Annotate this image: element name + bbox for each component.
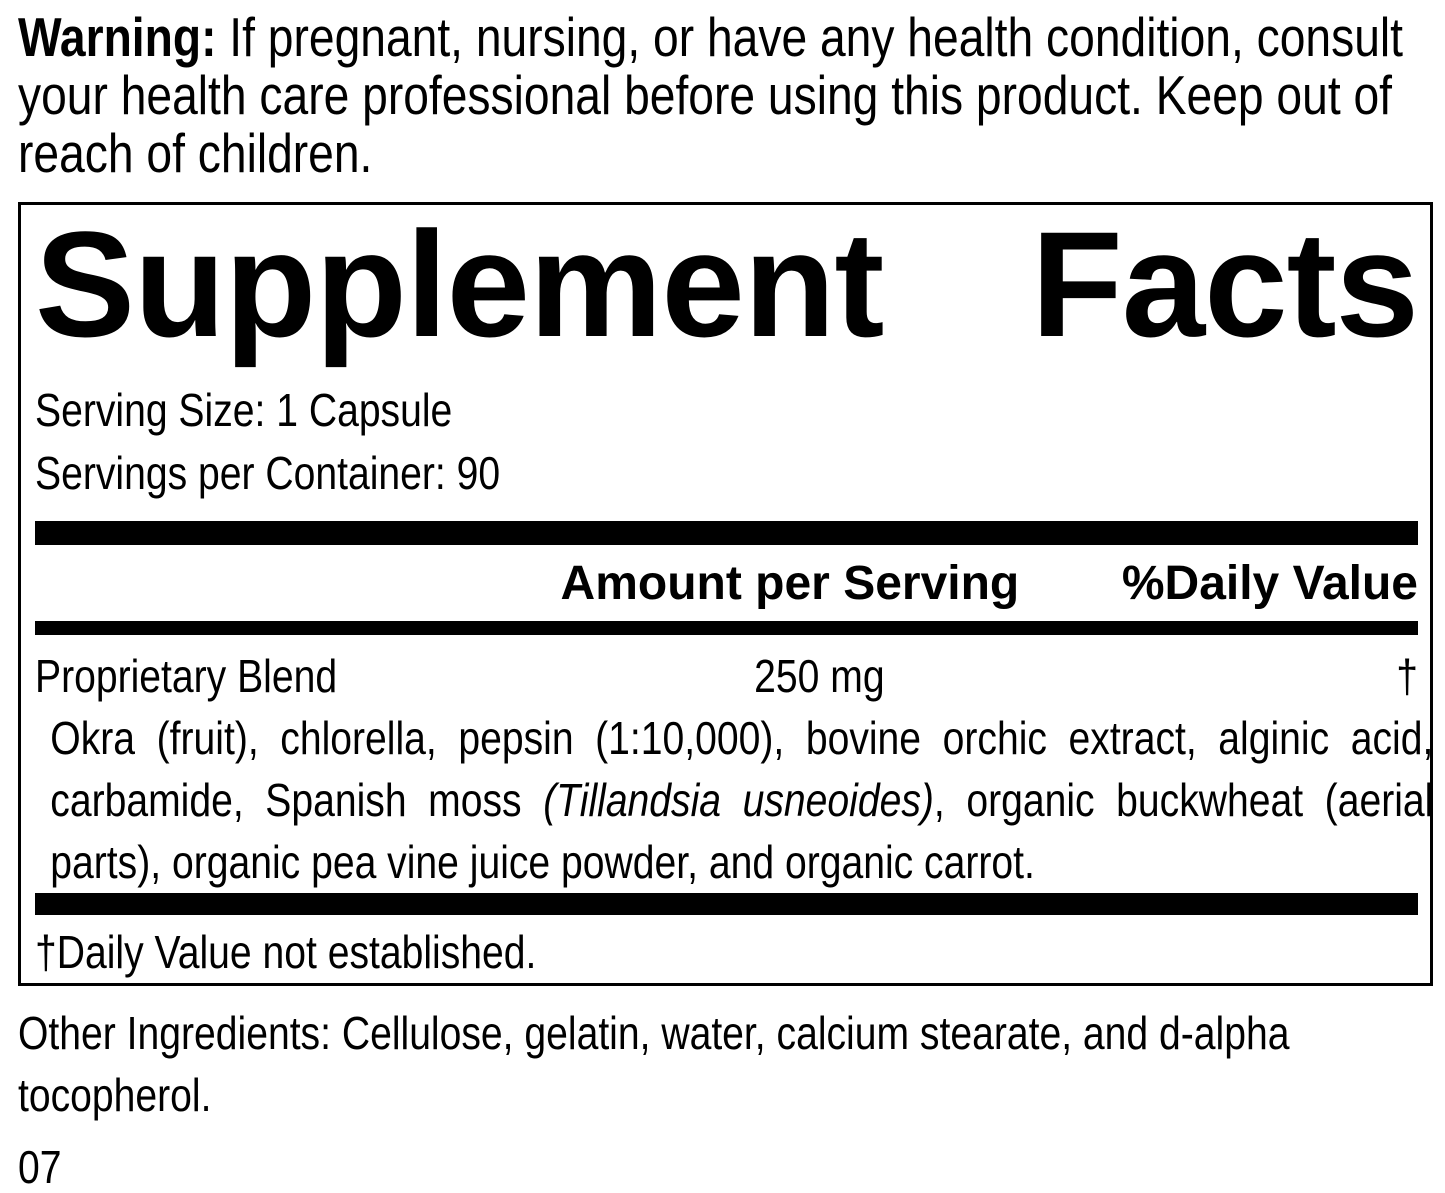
warning-text: If pregnant, nursing, or have any health condition, consult your health care professional before using this product. Keep out of reach of children. (18, 6, 1404, 184)
blend-ingredients-start: Okra (fruit), chlorella, pepsin (1:10,000), bovine orchic extract, alginic acid, carbamide, Spanish moss (50, 712, 1434, 826)
divider-thick-bottom (35, 893, 1418, 915)
blend-daily-value-dagger: † (1396, 650, 1419, 702)
amount-per-serving-header: Amount per Serving (560, 557, 1020, 610)
label-code: 07 (18, 1141, 62, 1193)
other-ingredients-paragraph: Other Ingredients: Cellulose, gelatin, water, calcium stearate, and d-alpha tocopherol. (18, 1007, 1290, 1121)
divider-thick-top (35, 521, 1418, 545)
supplement-facts-panel (18, 202, 1433, 986)
warning-label: Warning: (18, 6, 217, 68)
blend-name: Proprietary Blend (35, 650, 338, 702)
proprietary-blend-row (35, 651, 1418, 701)
servings-per-container-line: Servings per Container: 90 (35, 447, 501, 499)
title-word-supplement: Supplement (35, 200, 884, 368)
column-header-row (35, 555, 1418, 613)
divider-thin (35, 621, 1418, 635)
blend-ingredients-paragraph (35, 707, 1433, 893)
title-word-facts: Facts (1031, 200, 1418, 368)
percent-daily-value-header: %Daily Value (1121, 557, 1418, 610)
warning-paragraph (18, 8, 1433, 182)
blend-ingredients-end: , organic buckwheat (aerial parts), organic pea vine juice powder, and organic carrot. (50, 774, 1434, 888)
panel-title (35, 200, 1418, 368)
blend-ingredients-latin-name: (Tillandsia usneoides) (543, 774, 934, 826)
serving-size-line: Serving Size: 1 Capsule (35, 384, 453, 436)
daily-value-footnote: †Daily Value not established. (35, 926, 537, 978)
blend-amount: 250 mg (754, 650, 885, 702)
